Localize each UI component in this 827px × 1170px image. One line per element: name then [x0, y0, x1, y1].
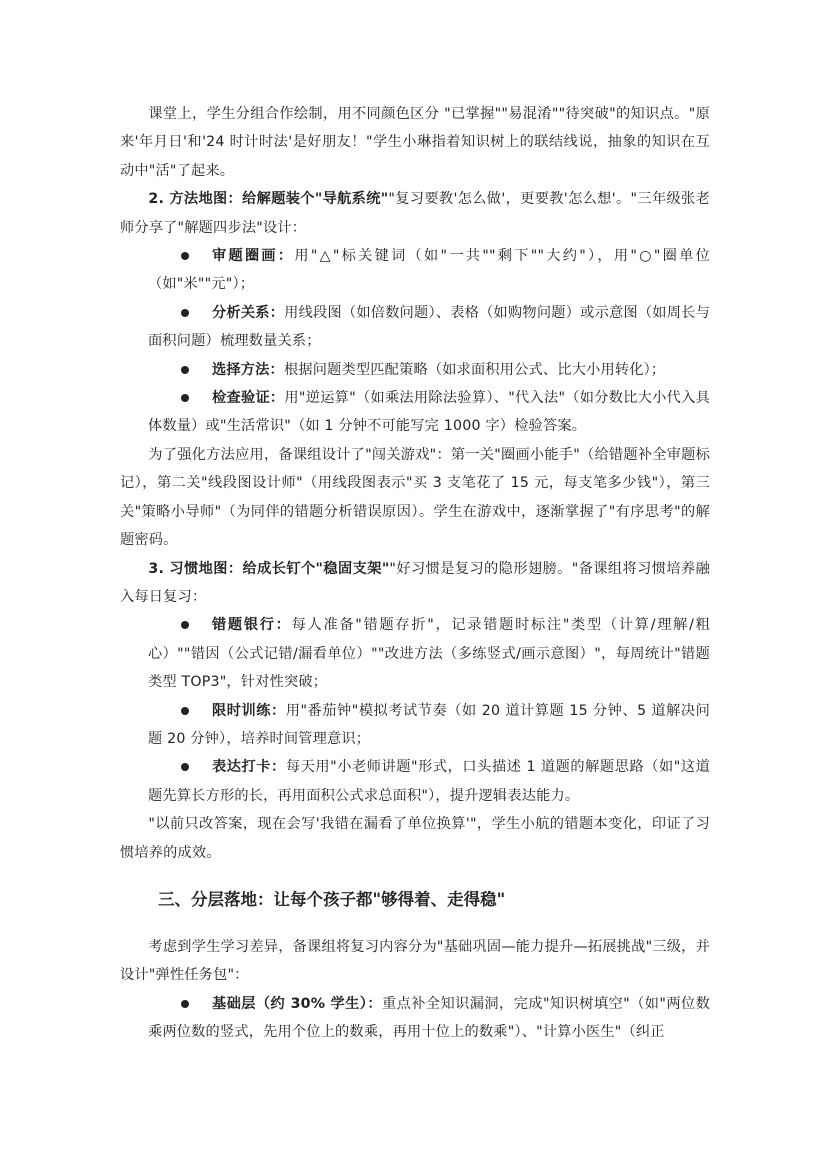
list-item-label: 表达打卡：	[212, 759, 286, 776]
list-item-label: 基础层（约 30% 学生）：	[212, 995, 382, 1012]
list-item	[120, 753, 710, 810]
list-item-text: 用"△"标关键词（如"一共""剩下""大约"），用"○"圈单位（如"米""元"）；	[148, 248, 710, 293]
bullet-icon	[181, 707, 189, 715]
bullet-icon	[181, 366, 189, 374]
list-item	[120, 356, 710, 384]
list-item	[120, 242, 710, 299]
list-item-label: 检查验证：	[212, 390, 285, 407]
list-item-text: 用线段图（如倍数问题）、表格（如购物问题）或示意图（如周长与面积问题）梳理数量关系；	[148, 304, 710, 350]
bullet-icon	[181, 1000, 189, 1008]
section-heading: 3. 习惯地图：给成长钉个"稳固支架"	[148, 560, 390, 577]
list-item	[120, 697, 710, 754]
bullet-icon	[181, 763, 189, 771]
bullet-icon	[181, 621, 189, 629]
list-item-text: 根据问题类型匹配策略（如求面积用公式、比大小用转化）；	[283, 361, 666, 378]
list-item-label: 错题银行：	[212, 617, 292, 634]
paragraph: 考虑到学生学习差异，备课组将复习内容分为"基础巩固—能力提升—拓展挑战"三级，并设计"弹性任务包"：	[120, 938, 710, 984]
paragraph: 课堂上，学生分组合作绘制，用不同颜色区分 "已掌握""易混淆""待突破"的知识点。"原来'年月日'和'24 时计时法'是好朋友！"学生小琳指着知识树上的联结线说，抽象的知识在互动中"活"了起来。	[120, 106, 710, 179]
list-item	[120, 384, 710, 441]
paragraph-method-map	[120, 185, 710, 242]
list-item-label: 分析关系：	[212, 304, 285, 321]
list-item-text: 用"逆运算"（如乘法用除法验算）、"代入法"（如分数比大小代入具体数量）或"生活常识"（如 1 分钟不可能写完 1000 字）检验答案。	[148, 390, 710, 435]
list-item-text: 用"番茄钟"模拟考试节奏（如 20 道计算题 15 分钟、5 道解决问题 20 分钟），培养时间管理意识；	[148, 702, 710, 747]
bullet-icon	[181, 394, 189, 402]
list-item-text: 每人准备"错题存折"，记录错题时标注"类型（计算/理解/粗心）""错因（公式记错/漏看单位）""改进方法（多练竖式/画示意图）"，每周统计"错题类型 TOP3"，针对性突破；	[148, 617, 710, 691]
bullet-icon	[181, 309, 189, 317]
paragraph: 为了强化方法应用，备课组设计了"闯关游戏"：第一关"圈画小能手"（给错题补全审题标记），第二关"线段图设计师"（用线段图表示"买 3 支笔花了 15 元，每支笔多少钱"），第三关"策略小导师"（为同伴的错题分析错误原因）。学生在游戏中，逐渐掌握了"有序思考"的解题密码。	[120, 446, 710, 549]
list-item	[120, 299, 710, 356]
paragraph: "以前只改答案，现在会写'我错在漏看了单位换算'"，学生小航的错题本变化，印证了习惯培养的成效。	[120, 816, 710, 861]
list-item-label: 限时训练：	[212, 702, 286, 719]
list-item-text: 重点补全知识漏洞，完成"知识树填空"（如"两位数乘两位数的竖式，先用个位上的数乘，再用十位上的数乘"）、"计算小医生"（纠正	[148, 995, 710, 1041]
section-heading: 2. 方法地图：给解题装个"导航系统"	[148, 191, 389, 208]
paragraph-text: "复习要教'怎么做'，更要教'怎么想'。"三年级张老师分享了"解题四步法"设计：	[120, 191, 710, 236]
list-item-text: 每天用"小老师讲题"形式，口头描述 1 道题的解题思路（如"这道题先算长方形的长，再用面积公式求总面积"），提升逻辑表达能力。	[148, 759, 710, 804]
list-item	[120, 990, 710, 1047]
section-title: 三、分层落地：让每个孩子都"够得着、走得稳"	[158, 889, 506, 909]
document-body	[120, 100, 710, 1047]
paragraph-text: "好习惯是复习的隐形翅膀。"备课组将习惯培养融入每日复习：	[120, 560, 710, 605]
list-item	[120, 611, 710, 696]
paragraph-habit-map	[120, 555, 710, 612]
list-item-label: 审题圈画：	[212, 248, 295, 265]
bullet-icon	[181, 252, 189, 260]
list-item-label: 选择方法：	[212, 361, 284, 378]
